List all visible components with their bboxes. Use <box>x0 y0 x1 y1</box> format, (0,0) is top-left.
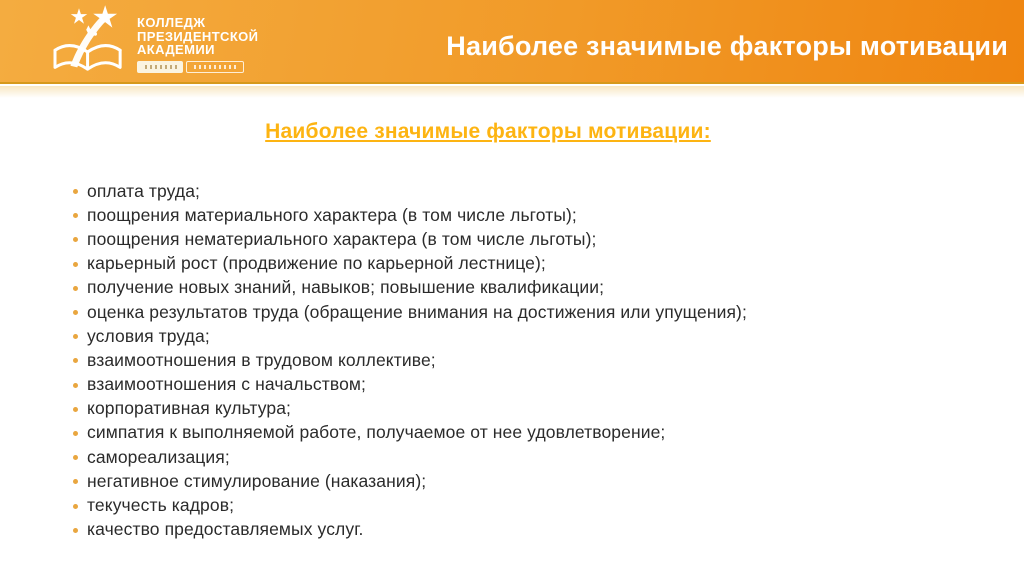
logo-wordmark <box>137 16 258 73</box>
list-item <box>73 518 1024 542</box>
book-and-star-icon <box>48 4 134 76</box>
list-item-text: получение новых знаний, навыков; повышение квалификации; <box>87 277 605 298</box>
slide-title: Наиболее значимые факторы мотивации <box>446 31 1008 61</box>
subtitle-row <box>0 120 976 146</box>
list-item <box>73 276 1024 300</box>
list-item <box>73 348 1024 372</box>
bullet-icon <box>73 286 78 291</box>
logo-text-line1: КОЛЛЕДЖ <box>137 15 206 30</box>
slide-body <box>0 98 1024 542</box>
bullet-icon <box>73 383 78 388</box>
list-item-text: качество предоставляемых услуг. <box>87 519 364 540</box>
bullet-icon <box>73 310 78 315</box>
list-item <box>73 445 1024 469</box>
logo-text-line2: ПРЕЗИДЕНТСКОЙ <box>137 28 259 44</box>
list-item <box>73 324 1024 348</box>
list-item-text: негативное стимулирование (наказания); <box>87 470 427 491</box>
list-item <box>73 397 1024 421</box>
header-bar <box>0 0 1024 84</box>
bullet-icon <box>73 455 78 460</box>
list-item <box>73 469 1024 493</box>
list-item-text: взаимоотношения в трудовом коллективе; <box>87 349 436 370</box>
bullet-icon <box>73 358 78 363</box>
bullet-icon <box>73 334 78 339</box>
list-item <box>73 300 1024 324</box>
logo-badge <box>137 61 247 73</box>
list-item-text: поощрения нематериального характера (в том числе льготы); <box>87 228 597 249</box>
logo-text-line3: АКАДЕМИИ <box>137 42 215 57</box>
list-item-text: самореализация; <box>87 446 230 467</box>
list-item-text: оценка результатов труда (обращение внимания на достижения или упущения); <box>87 301 747 322</box>
list-item-text: текучесть кадров; <box>87 495 235 516</box>
list-item <box>73 493 1024 517</box>
list-item <box>73 373 1024 397</box>
bullet-icon <box>73 407 78 412</box>
bullet-icon <box>73 213 78 218</box>
list-item <box>73 421 1024 445</box>
list-item-text: взаимоотношения с начальством; <box>87 374 367 395</box>
list-item-text: условия труда; <box>87 325 210 346</box>
list-item-text: карьерный рост (продвижение по карьерной лестнице); <box>87 253 546 274</box>
list-item <box>73 227 1024 251</box>
bullet-icon <box>73 504 78 509</box>
bullet-icon <box>73 237 78 242</box>
list-item-text: оплата труда; <box>87 180 201 201</box>
list-item-text: поощрения материального характера (в том числе льготы); <box>87 204 577 225</box>
logo-badge-right-segment <box>186 61 244 73</box>
bullet-icon <box>73 189 78 194</box>
list-item-text: симпатия к выполняемой работе, получаемое от нее удовлетворение; <box>87 422 666 443</box>
list-item <box>73 252 1024 276</box>
factors-list <box>0 179 1024 542</box>
logo-badge-left-segment <box>137 61 183 73</box>
bullet-icon <box>73 262 78 267</box>
content-subtitle-link[interactable]: Наиболее значимые факторы мотивации: <box>265 120 711 143</box>
list-item <box>73 179 1024 203</box>
academy-logo <box>48 4 258 76</box>
list-item-text: корпоративная культура; <box>87 398 292 419</box>
bullet-icon <box>73 479 78 484</box>
bullet-icon <box>73 431 78 436</box>
header-bottom-fade <box>0 86 1024 98</box>
bullet-icon <box>73 528 78 533</box>
list-item <box>73 203 1024 227</box>
